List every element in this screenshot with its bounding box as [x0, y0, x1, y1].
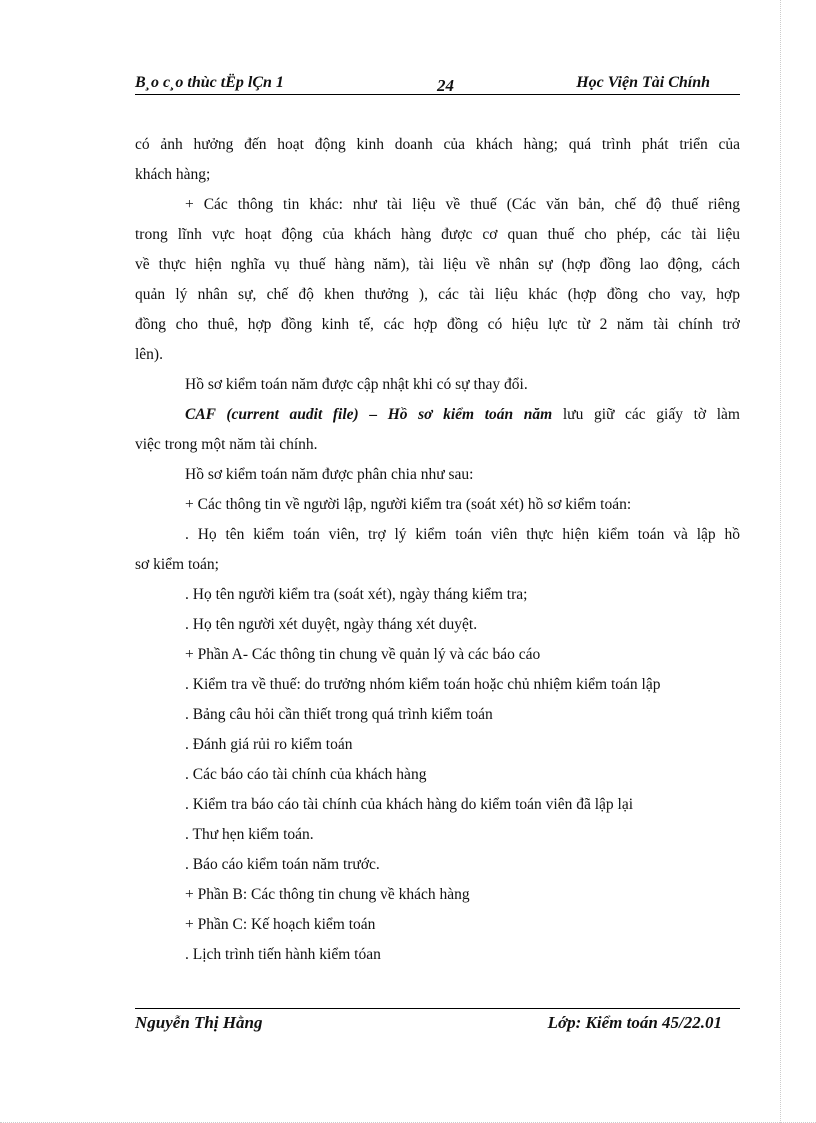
paragraph-line: về thực hiện nghĩa vụ thuế hàng năm), tài liệu về nhân sự (hợp đồng lao động, cách [135, 256, 740, 273]
list-item: . Báo cáo kiểm toán năm trước. [185, 856, 380, 873]
list-item: . Bảng câu hỏi cần thiết trong quá trình kiểm toán [185, 706, 493, 723]
page-header [135, 72, 740, 95]
paragraph-line: có ảnh hưởng đến hoạt động kinh doanh của khách hàng; quá trình phát triển của [135, 136, 740, 153]
list-item: . Kiểm tra báo cáo tài chính của khách hàng do kiểm toán viên đã lập lại [185, 796, 634, 813]
paragraph-line [135, 400, 740, 430]
footer-class: Lớp: Kiểm toán 45/22.01 [547, 1013, 722, 1032]
list-item: + Phần C: Kế hoạch kiểm toán [185, 916, 376, 933]
caf-description: lưu giữ các giấy tờ làm [552, 406, 740, 423]
paragraph-line: + Các thông tin khác: như tài liệu về thuế (Các văn bản, chế độ thuế riêng [185, 196, 740, 213]
list-item: . Họ tên người kiểm tra (soát xét), ngày tháng kiểm tra; [185, 586, 528, 603]
caf-term: CAF (current audit file) – Hồ sơ kiểm toán năm [185, 406, 553, 423]
page-footer [135, 1008, 740, 1032]
list-item: . Họ tên kiểm toán viên, trợ lý kiểm toán viên thực hiện kiểm toán và lập hồ [185, 526, 740, 543]
paragraph-line: quản lý nhân sự, chế độ khen thưởng ), các tài liệu khác (hợp đồng cho vay, hợp [135, 286, 740, 303]
list-item: . Kiểm tra về thuế: do trưởng nhóm kiểm toán hoặc chủ nhiệm kiểm toán lập [185, 676, 661, 693]
paragraph-line: khách hàng; [135, 166, 211, 183]
paragraph-line: Hồ sơ kiểm toán năm được cập nhật khi có sự thay đổi. [185, 376, 528, 393]
list-item: . Đánh giá rủi ro kiểm toán [185, 736, 353, 753]
list-item: . Các báo cáo tài chính của khách hàng [185, 766, 427, 783]
header-institution: Học Viện Tài Chính [576, 74, 710, 91]
page-number: 24 [437, 76, 454, 95]
list-item: + Phần B: Các thông tin chung về khách hàng [185, 886, 470, 903]
document-body [135, 130, 740, 970]
list-item: . Thư hẹn kiểm toán. [185, 826, 314, 843]
paragraph-line: Hồ sơ kiểm toán năm được phân chia như sau: [185, 466, 474, 483]
list-item: + Các thông tin về người lập, người kiểm tra (soát xét) hồ sơ kiểm toán: [185, 496, 632, 513]
margin-guide-line [780, 0, 781, 1123]
list-item: . Lịch trình tiến hành kiểm tóan [185, 946, 381, 963]
paragraph-line: lên). [135, 346, 163, 363]
paragraph-line: việc trong một năm tài chính. [135, 436, 318, 453]
paragraph-line: sơ kiểm toán; [135, 556, 219, 573]
header-report-title: B¸o c¸o thùc tËp lÇn 1 [135, 74, 284, 91]
paragraph-line: trong lĩnh vực hoạt động của khách hàng được cơ quan thuế cho phép, các tài liệu [135, 226, 740, 243]
list-item: . Họ tên người xét duyệt, ngày tháng xét duyệt. [185, 616, 478, 633]
list-item: + Phần A- Các thông tin chung về quản lý và các báo cáo [185, 646, 541, 663]
paragraph-line: đồng cho thuê, hợp đồng kinh tế, các hợp đồng có hiệu lực từ 2 năm tài chính trở [135, 316, 740, 333]
footer-author: Nguyễn Thị Hằng [135, 1013, 263, 1032]
